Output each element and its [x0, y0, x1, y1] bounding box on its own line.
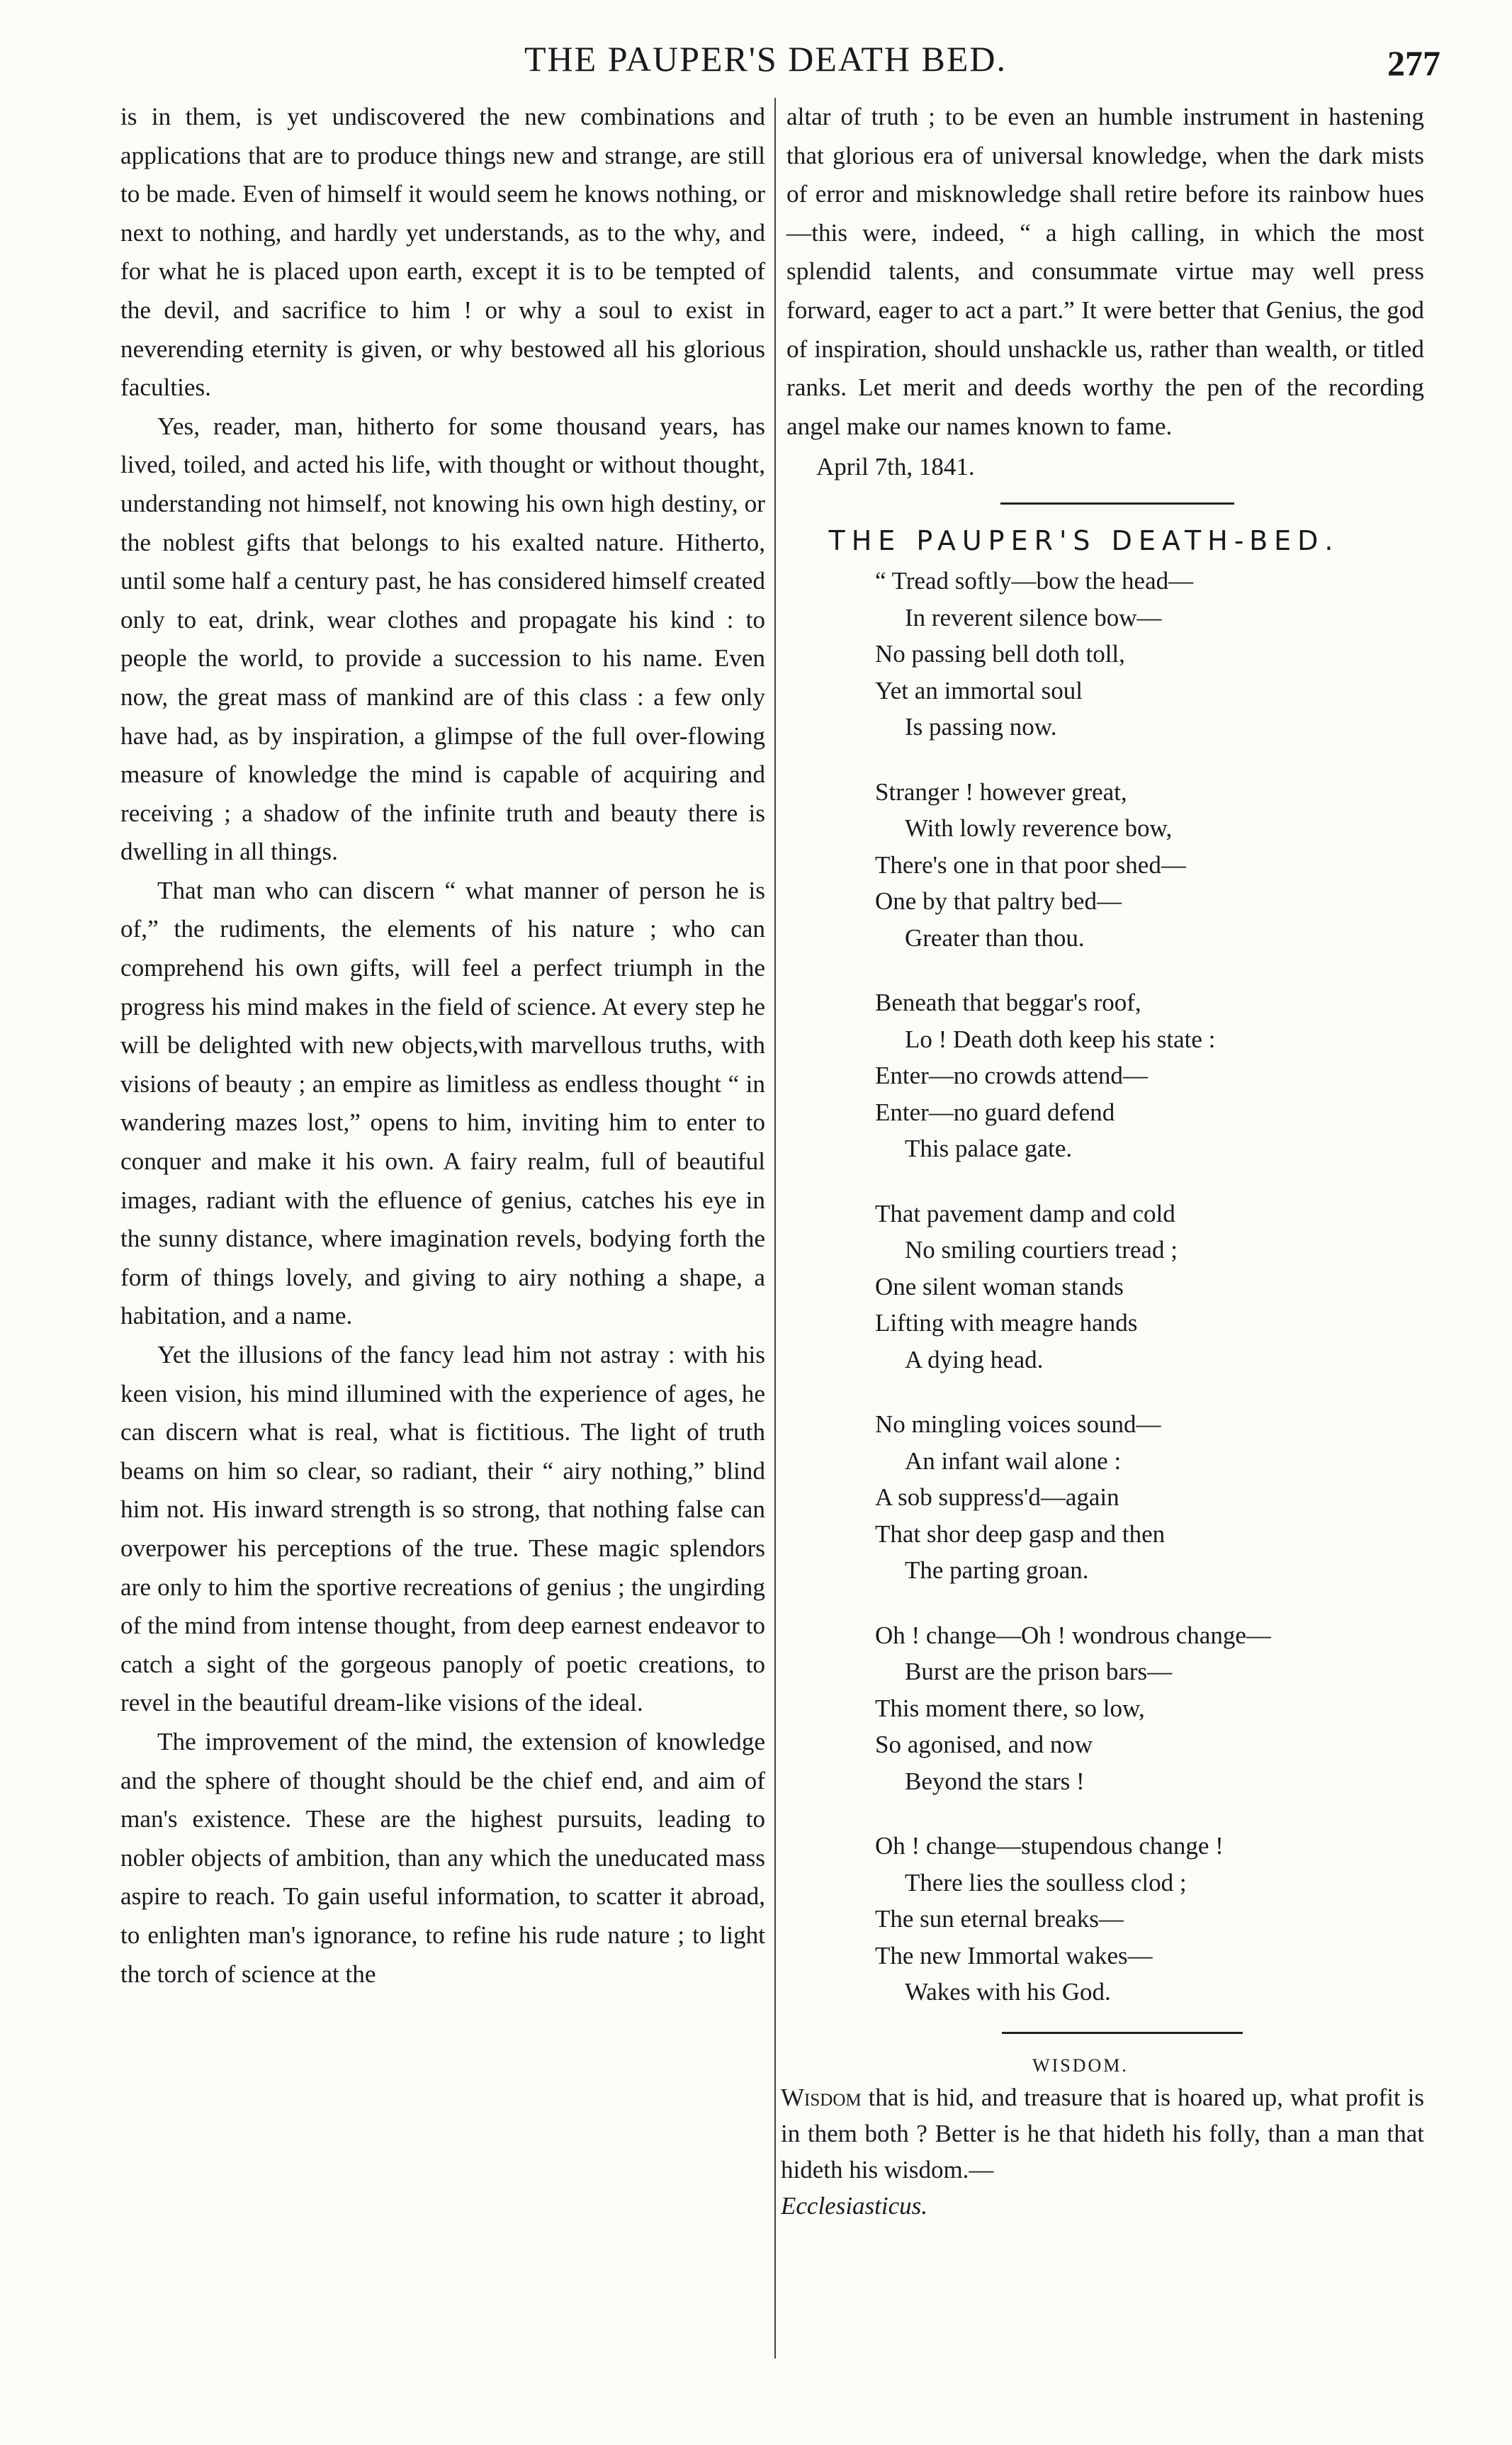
page-number: 277	[1387, 43, 1440, 83]
paragraph-continuation: altar of truth ; to be even an humble instrument in hastening that glorious era of universal knowledge, when the dark mists of error and misknowledge shall retire before its rainbow hues—this were, indeed, “ a high calling, in which the most splendid talents, and consummate virtue may well press forward, eager to act a part.” It were better that Genius, the god of inspiration, should unshackle us, rather than wealth, or titled ranks. Let merit and deeds worthy the pen of the recording angel make our names known to fame.	[786, 103, 1424, 440]
right-column	[781, 98, 1425, 2224]
poem-line: Beneath that beggar's roof,	[875, 989, 1141, 1017]
paragraph: Yet the illusions of the fancy lead him not astray : with his keen vision, his mind illumined with the experience of ages, he can discern what is real, what is fictitious. The light of truth beams on him so clear, so radiant, their “ airy nothing,” blind him not. His inward strength is so strong, that nothing false can overpower his perceptions of the true. These magic splendors are only to him the sportive recreations of genius ; the ungirding of the mind from intense thought, from deep earnest endeavor to catch a sight of the gorgeous panoply of poetic creations, to revel in the beautiful dream-like visions of the ideal.	[120, 1341, 765, 1717]
column-divider	[774, 98, 776, 2359]
poem-line: So agonised, and now	[875, 1731, 1093, 1759]
wisdom-source: Ecclesiasticus.	[781, 2191, 928, 2220]
poem-line: Is passing now.	[905, 713, 1057, 741]
paragraph: is in them, is yet undiscovered the new combinations and applications that are to produce things new and strange, are still to be made. Even of himself it would seem he knows nothing, or next to nothing, and hardly yet understands, as to the why, and for what he is placed upon earth, except it is to be tempted of the devil, and sacrifice to him ! or why a soul to exist in neverending eternity is given, or why bestowed all his glorious faculties.	[120, 103, 765, 402]
poem-line: This palace gate.	[905, 1135, 1073, 1163]
poem-line: This moment there, so low,	[875, 1694, 1145, 1722]
poem-line: The new Immortal wakes—	[875, 1941, 1153, 1969]
stanza	[875, 984, 1424, 1167]
running-title: THE PAUPER'S DEATH BED.	[524, 39, 1008, 79]
poem-line: No mingling voices sound—	[875, 1410, 1161, 1439]
poem-line: That shor deep gasp and then	[875, 1519, 1166, 1548]
poem-line: An infant wail alone :	[905, 1446, 1122, 1475]
poem-line: Lifting with meagre hands	[875, 1309, 1138, 1337]
section-rule	[1002, 2032, 1243, 2034]
left-column	[120, 98, 765, 1994]
wisdom-passage	[781, 2079, 1424, 2224]
poem-line: With lowly reverence bow,	[905, 814, 1173, 843]
poem-line: Yet an immortal soul	[875, 676, 1083, 704]
poem-line: One silent woman stands	[875, 1272, 1124, 1300]
section-rule	[1000, 502, 1234, 505]
poem-line: That pavement damp and cold	[875, 1199, 1175, 1227]
poem-line: “ Tread softly—bow the head—	[875, 567, 1194, 595]
poem-title: THE PAUPER'S DEATH-BED.	[828, 525, 1340, 557]
stanza	[875, 1196, 1424, 1378]
poem-line: Lo ! Death doth keep his state :	[905, 1025, 1216, 1053]
poem-line: One by that paltry bed—	[875, 887, 1122, 916]
poem-line: Oh ! change—Oh ! wondrous change—	[875, 1621, 1271, 1649]
poem-line: Enter—no crowds attend—	[875, 1062, 1148, 1090]
poem-line: No passing bell doth toll,	[875, 640, 1125, 668]
paragraph: The improvement of the mind, the extension of knowledge and the sphere of thought should be the chief end, and aim of man's existence. These are the highest pursuits, leading to nobler objects of ambition, than any which the uneducated mass aspire to reach. To gain useful information, to scatter it abroad, to enlighten man's ignorance, to refine his rude nature ; to light the torch of science at the	[120, 1727, 765, 1988]
paragraph: That man who can discern “ what manner of person he is of,” the rudiments, the elements of his nature ; who can comprehend his own gifts, will feel a perfect triumph in the progress his mind makes in the field of science. At every step he will be delighted with new objects,with marvellous truths, with visions of beauty ; an empire as limitless as endless thought “ in wandering mazes lost,” opens to him, inviting him to enter to conquer and make it his own. A fairy realm, full of beautiful images, radiant with the efluence of genius, catches his eye in the sunny distance, where imagination revels, bodying forth the form of things lovely, and giving to airy nothing a shape, a habitation, and a name.	[120, 876, 765, 1330]
poem-line: Greater than thou.	[905, 923, 1085, 952]
wisdom-text: that is hid, and treasure that is hoared up, what profit is in them both ? Better is he that hideth his folly, than a man that hideth his wisdom.—	[781, 2083, 1425, 2183]
stanza	[875, 563, 1424, 746]
poem-line: Enter—no guard defend	[875, 1098, 1115, 1126]
poem-line: In reverent silence bow—	[905, 603, 1162, 631]
poem-line: The parting groan.	[905, 1556, 1089, 1585]
poem-line: Oh ! change—stupendous change !	[875, 1832, 1224, 1860]
stanza	[875, 1406, 1424, 1589]
poem-line: Burst are the prison bars—	[905, 1658, 1173, 1686]
poem-line: Stranger ! however great,	[875, 777, 1127, 806]
stanza	[875, 1617, 1424, 1800]
paragraph: Yes, reader, man, hitherto for some thousand years, has lived, toiled, and acted his life, with thought or without thought, understanding not himself, not knowing his own high destiny, or the noblest gifts that belongs to his exalted nature. Hitherto, until some half a century past, he has considered himself created only to eat, drink, wear clothes and propagate his kind : to people the world, to provide a succession to his name. Even now, the great mass of mankind are of this class : a few only have had, as by inspiration, a glimpse of the full over-flowing measure of knowledge the mind is capable of acquiring and receiving ; a shadow of the infinite truth and beauty there is dwelling in all things.	[120, 412, 765, 866]
poem-line: Wakes with his God.	[905, 1978, 1111, 2006]
page-header	[0, 28, 1512, 92]
stanza	[875, 1828, 1424, 2011]
poem-line: There's one in that poor shed—	[875, 850, 1186, 879]
poem-line: A dying head.	[905, 1345, 1044, 1373]
poem-line: The sun eternal breaks—	[875, 1905, 1124, 1933]
date-line: April 7th, 1841.	[816, 453, 975, 481]
poem-line: A sob suppress'd—again	[875, 1483, 1119, 1512]
stanza	[875, 774, 1424, 957]
wisdom-lead-word: Wisdom	[781, 2083, 862, 2111]
wisdom-title: WISDOM.	[1032, 2055, 1129, 2076]
poem-line: No smiling courtiers tread ;	[905, 1236, 1178, 1264]
poem-line: There lies the soulless clod ;	[905, 1868, 1187, 1896]
poem	[875, 563, 1424, 2011]
poem-line: Beyond the stars !	[905, 1767, 1085, 1795]
